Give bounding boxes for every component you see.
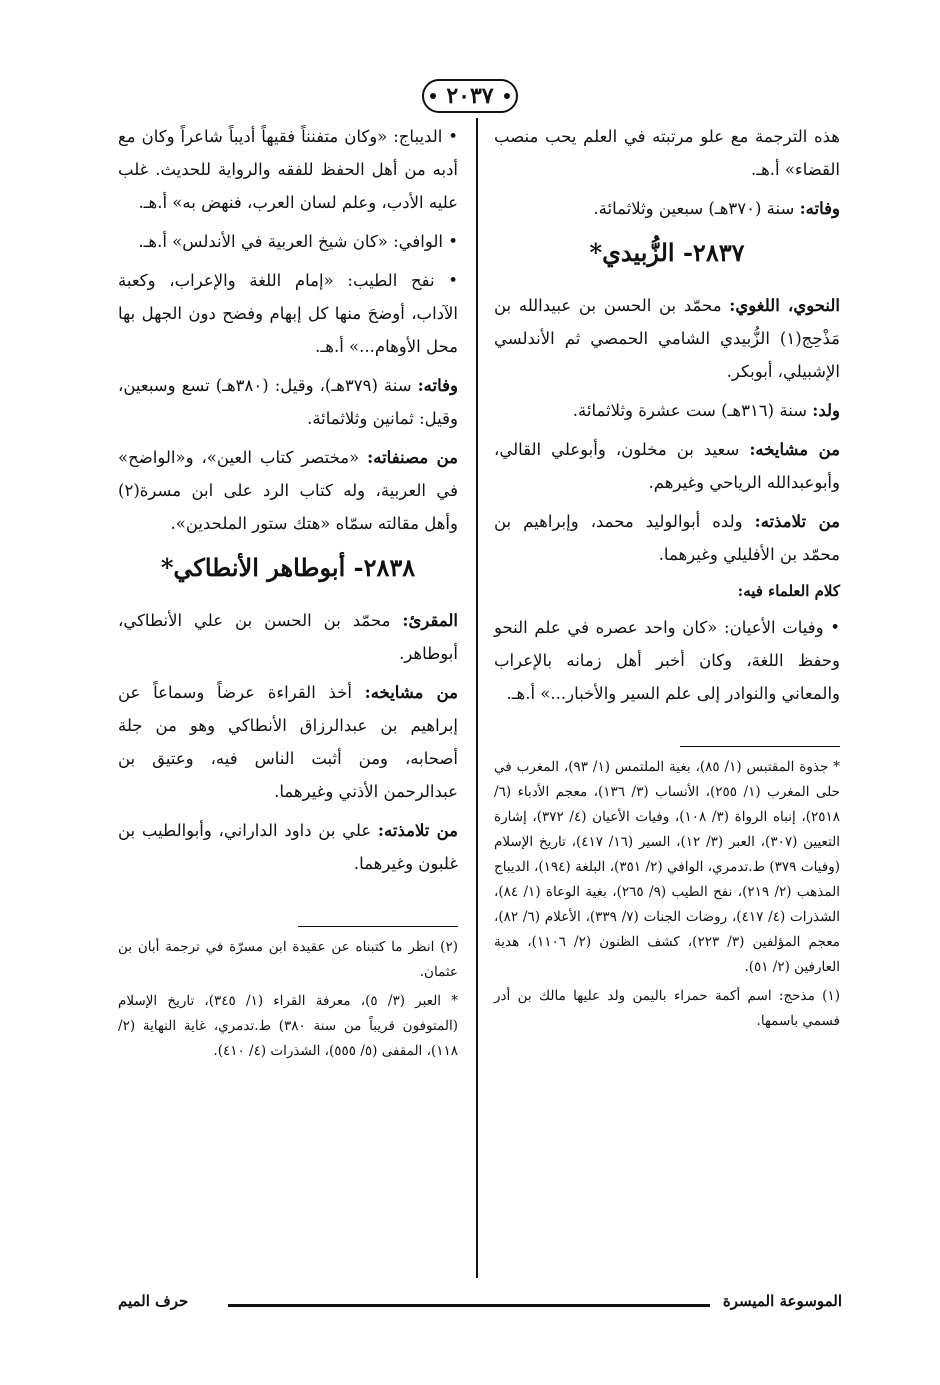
- quote-paragraph: • الديباج: «وكان متفنناً فقيهاً أديباً شاعراً وكان مع أدبه من أهل الحفظ للفقه والرواية للحديث. غلب عليه الأدب، وعلم لسان العرب، فنهض به» أ.هـ.: [118, 127, 458, 212]
- footer-rule: [478, 1304, 710, 1307]
- students: من تلامذته: ولده أبوالوليد محمد، وإبراهيم بن محمّد بن الأفليلي وغيرهما.: [494, 512, 840, 564]
- teachers: من مشايخه: سعيد بن مخلون، وأبوعلي القالي، وأبوعبدالله الرياحي وغيرهم.: [494, 440, 840, 492]
- footnote: (٢) انظر ما كتبناه عن عقيدة ابن مسرّة في ترجمة أبان بن عثمان.: [118, 939, 458, 980]
- left-column: [118, 120, 458, 1068]
- right-column: [494, 120, 840, 1038]
- page-footer: [118, 1292, 842, 1316]
- footnote-rule: [680, 746, 840, 747]
- ornament-dot-icon: [430, 93, 436, 99]
- entry-heading: ٢٨٣٨- أبوطاهر الأنطاكي*: [160, 553, 416, 582]
- students: من تلامذته: علي بن داود الداراني، وأبوالطيب بن غلبون وغيرهما.: [118, 821, 458, 873]
- birth-date: ولد: سنة (٣١٦هـ) ست عشرة وثلاثمائة.: [572, 401, 840, 420]
- death-date: وفاته: سنة (٣٧٠هـ) سبعين وثلاثمائة.: [593, 199, 840, 218]
- quote-paragraph: • الوافي: «كان شيخ العربية في الأندلس» أ.هـ.: [138, 232, 458, 251]
- footer-book-title: الموسوعة الميسرة: [722, 1292, 842, 1310]
- entry-intro: النحوي، اللغوي: محمّد بن الحسن بن عبيدالله بن مَذْحِج(١) الزُّبيدي الشامي الحمصي ثم الأندلسي الإشبيلي، أبوبكر.: [494, 296, 840, 381]
- page-number-text: ٢٠٣٧: [446, 83, 494, 109]
- quote-paragraph: • نفح الطيب: «إمام اللغة والإعراب، وكعبة الآداب، أوضحَ منها كل إبهام وفضح دون الجهل بها محل الأوهام...» أ.هـ.: [118, 271, 458, 356]
- footnote: * جذوة المقتبس (١/ ٨٥)، بغية الملتمس (١/ ٩٣)، المغرب في حلى المغرب (١/ ٢٥٥)، الأنساب (٣/ ١٣٦)، معجم الأدباء (٦/ ٢٥١٨)، إنباه الرواة (٣/ ١٠٨)، وفيات الأعيان (٤/ ٣٧٢)، إشارة التعيين (٣٠٧)، العبر (٣/ ١٢)، السير (١٦/ ٤١٧)، تاريخ الإسلام (وفيات ٣٧٩) ط.تدمري، الوافي (٢/ ٣٥١)، البلغة (١٩٤)، الديباج المذهب (٢/ ٢١٩)، نفح الطيب (٩/ ٢٦٥)، بغية الوعاة (١/ ٨٤)، الشذرات (٤/ ٤١٧)، روضات الجنات (٧/ ٣٣٩)، الأعلام (٦/ ٨٢)، معجم المؤلفين (٣/ ٢٢٣)، كشف الظنون (٢/ ١١٠٦)، هدية العارفين (٢/ ٥١).: [494, 759, 841, 975]
- footnote: (١) مذحج: اسم أكمة حمراء باليمن ولد عليها مالك بن أدر فسمي باسمها.: [494, 988, 840, 1029]
- entry-intro: المقرئ: محمّد بن الحسن بن علي الأنطاكي، أبوطاهر.: [118, 611, 458, 663]
- section-subheading: كلام العلماء فيه:: [737, 582, 840, 600]
- footer-rule: [228, 1304, 478, 1307]
- ornament-dot-icon: [504, 93, 510, 99]
- teachers: من مشايخه: أخذ القراءة عرضاً وسماعاً عن إبراهيم بن عبدالرزاق الأنطاكي وهو من جلة أصحابه، ومن أثبت الناس فيه، وعتيق بن عبدالرحمن الأذني وغيرهما.: [118, 683, 458, 801]
- paragraph: هذه الترجمة مع علو مرتبته في العلم يحب منصب القضاء» أ.هـ.: [494, 127, 840, 179]
- death-date: وفاته: سنة (٣٧٩هـ)، وقيل: (٣٨٠هـ) تسع وسبعين، وقيل: ثمانين وثلاثمائة.: [118, 376, 458, 428]
- footnote: * العبر (٣/ ٥)، معرفة القراء (١/ ٣٤٥)، تاريخ الإسلام (المتوفون قريباً من سنة ٣٨٠) ط.تدمري، غاية النهاية (٢/ ١١٨)، المقفى (٥/ ٥٥٥)، الشذرات (٤/ ٤١٠).: [118, 993, 459, 1059]
- quote-paragraph: • وفيات الأعيان: «كان واحد عصره في علم النحو وحفظ اللغة، وكان أخبر أهل زمانه بالإعراب والمعاني والنوادر إلى علم السير والأخبار...» أ.هـ.: [494, 618, 840, 703]
- column-divider: [476, 118, 478, 1278]
- footer-section-title: حرف الميم: [118, 1292, 189, 1310]
- works: من مصنفاته: «مختصر كتاب العين»، و«الواضح» في العربية، وله كتاب الرد على ابن مسرة(٢) وأهل مقالته سمّاه «هتك ستور الملحدين».: [118, 448, 459, 533]
- footnote-rule: [298, 926, 458, 927]
- page-number-oval: [422, 79, 517, 113]
- entry-heading: ٢٨٣٧- الزُّبيدي*: [589, 238, 745, 267]
- page-number: [400, 78, 540, 114]
